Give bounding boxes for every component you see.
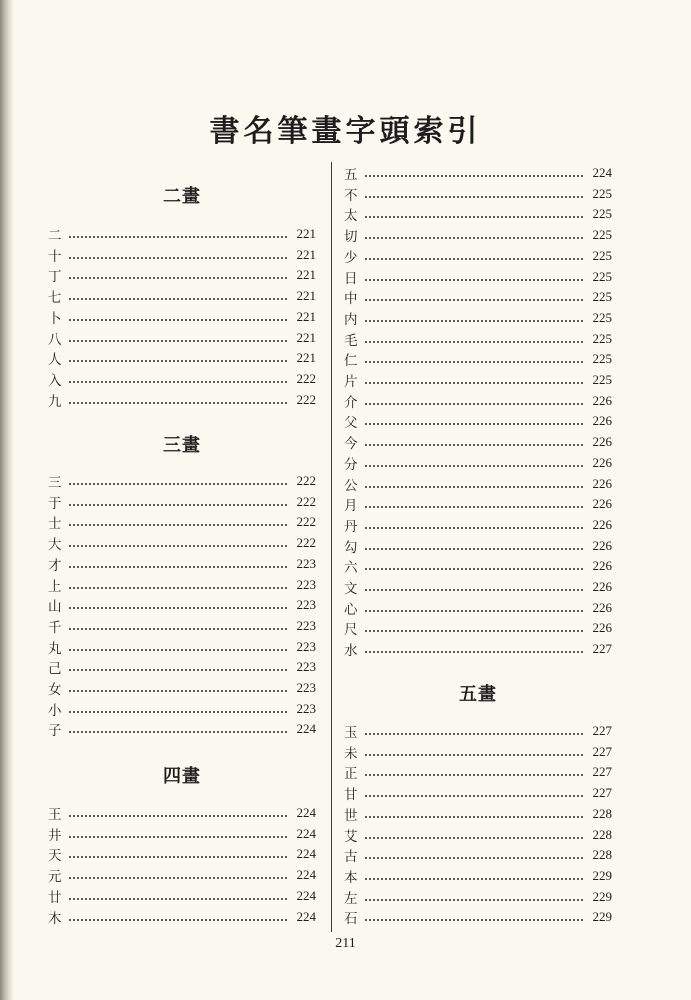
dot-leader bbox=[68, 919, 288, 921]
index-entry bbox=[344, 845, 612, 865]
index-entry bbox=[344, 887, 612, 907]
index-entry bbox=[344, 639, 612, 659]
entry-character: 士 bbox=[48, 516, 62, 533]
entry-character: 毛 bbox=[344, 332, 358, 349]
entry-character: 七 bbox=[48, 290, 62, 307]
entry-character: 小 bbox=[48, 702, 62, 719]
index-entry bbox=[344, 329, 612, 349]
entry-character: 文 bbox=[344, 581, 358, 597]
index-entry bbox=[48, 245, 316, 265]
index-entry bbox=[48, 637, 316, 657]
entry-character: 丹 bbox=[344, 518, 358, 535]
entry-page-number: 221 bbox=[296, 288, 316, 304]
entry-page-number: 227 bbox=[592, 785, 612, 801]
dot-leader bbox=[364, 548, 584, 550]
dot-leader bbox=[364, 589, 584, 591]
index-entry bbox=[344, 742, 612, 762]
dot-leader bbox=[364, 630, 584, 632]
entry-page-number: 225 bbox=[592, 206, 612, 222]
entry-character: 子 bbox=[48, 723, 62, 740]
entry-page-number: 228 bbox=[592, 826, 612, 842]
dot-leader bbox=[364, 754, 584, 756]
entry-character: 才 bbox=[48, 557, 62, 574]
index-entry bbox=[344, 556, 612, 576]
index-entry bbox=[344, 163, 612, 183]
dot-leader bbox=[364, 175, 584, 177]
entry-page-number: 227 bbox=[592, 743, 612, 759]
entry-character: 木 bbox=[48, 910, 62, 927]
entry-character: 廿 bbox=[48, 889, 62, 906]
index-entry bbox=[344, 225, 612, 245]
index-entry bbox=[48, 907, 316, 927]
dot-leader bbox=[68, 690, 288, 692]
entry-character: 石 bbox=[344, 911, 358, 928]
index-entry bbox=[344, 804, 612, 824]
entry-character: 元 bbox=[48, 869, 62, 886]
entry-page-number: 225 bbox=[592, 268, 612, 284]
entry-character: 片 bbox=[344, 374, 358, 390]
dot-leader bbox=[68, 483, 288, 485]
dot-leader bbox=[68, 402, 288, 404]
dot-leader bbox=[68, 669, 288, 671]
dot-leader bbox=[68, 360, 288, 362]
dot-leader bbox=[364, 919, 584, 921]
dot-leader bbox=[364, 216, 584, 218]
dot-leader bbox=[364, 527, 584, 529]
entry-page-number: 228 bbox=[592, 805, 612, 821]
index-entry bbox=[344, 866, 612, 886]
entry-page-number: 224 bbox=[296, 867, 316, 883]
entry-page-number: 223 bbox=[296, 680, 316, 695]
index-entry bbox=[48, 595, 316, 615]
dot-leader bbox=[364, 857, 584, 859]
entry-character: 天 bbox=[48, 848, 62, 865]
index-entry bbox=[48, 616, 316, 636]
index-entry bbox=[344, 721, 612, 741]
index-entry bbox=[48, 533, 316, 553]
entry-page-number: 225 bbox=[592, 330, 612, 346]
entry-page-number: 225 bbox=[592, 289, 612, 305]
dot-leader bbox=[364, 320, 584, 322]
entry-page-number: 224 bbox=[296, 846, 316, 862]
dot-leader bbox=[364, 568, 584, 570]
entry-page-number: 222 bbox=[296, 391, 316, 407]
index-entry bbox=[344, 783, 612, 803]
entry-character: 丸 bbox=[48, 640, 62, 657]
entry-character: 中 bbox=[344, 291, 358, 308]
entry-page-number: 229 bbox=[592, 909, 612, 925]
entry-page-number: 221 bbox=[296, 308, 316, 324]
index-entry bbox=[48, 328, 316, 348]
entry-page-number: 223 bbox=[296, 597, 316, 613]
entry-page-number: 226 bbox=[592, 599, 612, 615]
dot-leader bbox=[68, 731, 288, 733]
dot-leader bbox=[68, 524, 288, 526]
index-entry bbox=[48, 657, 316, 677]
dot-leader bbox=[68, 628, 288, 630]
entry-character: 艾 bbox=[344, 828, 358, 845]
index-entry bbox=[344, 474, 612, 494]
entry-page-number: 223 bbox=[296, 638, 316, 654]
dot-leader bbox=[364, 382, 584, 384]
dot-leader bbox=[68, 566, 288, 568]
dot-leader bbox=[68, 711, 288, 713]
index-entry bbox=[344, 204, 612, 224]
entry-page-number: 223 bbox=[296, 617, 316, 633]
entry-character: 心 bbox=[344, 601, 358, 618]
index-entry bbox=[344, 267, 612, 287]
entry-page-number: 224 bbox=[296, 908, 316, 924]
index-entry bbox=[48, 865, 316, 885]
index-entry bbox=[48, 492, 316, 512]
entry-page-number: 224 bbox=[296, 887, 316, 903]
column-divider bbox=[331, 162, 332, 932]
entry-character: 切 bbox=[344, 229, 358, 246]
index-entry bbox=[344, 349, 612, 369]
entry-page-number: 221 bbox=[296, 329, 316, 345]
entry-character: 玉 bbox=[344, 725, 358, 741]
entry-character: 介 bbox=[344, 394, 358, 411]
dot-leader bbox=[364, 651, 584, 653]
entry-character: 尺 bbox=[344, 622, 358, 639]
dot-leader bbox=[68, 836, 288, 838]
entry-page-number: 229 bbox=[592, 867, 612, 883]
entry-character: 仁 bbox=[344, 353, 358, 370]
entry-character: 九 bbox=[48, 393, 62, 410]
entry-character: 千 bbox=[48, 619, 62, 636]
entry-page-number: 225 bbox=[592, 372, 612, 387]
entry-page-number: 223 bbox=[296, 659, 316, 675]
entry-character: 本 bbox=[344, 869, 358, 886]
entry-character: 分 bbox=[344, 456, 358, 473]
entry-character: 上 bbox=[48, 578, 62, 595]
dot-leader bbox=[68, 381, 288, 383]
entry-character: 古 bbox=[344, 849, 358, 866]
entry-character: 不 bbox=[344, 187, 358, 204]
entry-page-number: 226 bbox=[592, 434, 612, 450]
entry-character: 左 bbox=[344, 890, 358, 907]
entry-page-number: 225 bbox=[592, 309, 612, 325]
entry-page-number: 226 bbox=[592, 620, 612, 636]
index-entry bbox=[48, 678, 316, 698]
index-entry bbox=[48, 844, 316, 864]
dot-leader bbox=[364, 279, 584, 281]
section-heading-3-strokes: 三畫 bbox=[163, 435, 201, 456]
index-entry bbox=[344, 411, 612, 431]
dot-leader bbox=[364, 774, 584, 776]
index-entry bbox=[344, 762, 612, 782]
section-heading-2-strokes: 二畫 bbox=[163, 186, 201, 207]
dot-leader bbox=[364, 196, 584, 198]
entry-page-number: 228 bbox=[592, 847, 612, 863]
entry-character: 勾 bbox=[344, 539, 358, 556]
section-heading-5-strokes: 五畫 bbox=[459, 684, 497, 705]
page-title: 書名筆畫字頭索引 bbox=[209, 114, 482, 149]
index-entry bbox=[48, 719, 316, 739]
index-entry bbox=[344, 308, 612, 328]
entry-character: 卜 bbox=[48, 310, 62, 327]
index-entry bbox=[344, 598, 612, 618]
entry-character: 人 bbox=[48, 352, 62, 369]
dot-leader bbox=[68, 587, 288, 589]
dot-leader bbox=[68, 898, 288, 900]
dot-leader bbox=[68, 340, 288, 342]
index-entry bbox=[344, 536, 612, 556]
entry-page-number: 226 bbox=[592, 558, 612, 574]
entry-page-number: 226 bbox=[592, 475, 612, 491]
entry-character: 内 bbox=[344, 311, 358, 328]
index-entry bbox=[344, 453, 612, 473]
index-entry bbox=[344, 246, 612, 266]
dot-leader bbox=[68, 815, 288, 817]
dot-leader bbox=[364, 465, 584, 467]
entry-character: 二 bbox=[48, 228, 62, 244]
index-entry bbox=[48, 348, 316, 368]
dot-leader bbox=[364, 610, 584, 612]
dot-leader bbox=[68, 607, 288, 609]
entry-page-number: 223 bbox=[296, 576, 316, 592]
dot-leader bbox=[364, 299, 584, 301]
dot-leader bbox=[68, 856, 288, 858]
section-heading-4-strokes: 四畫 bbox=[163, 766, 201, 787]
entry-page-number: 225 bbox=[592, 351, 612, 367]
dot-leader bbox=[68, 236, 288, 238]
entry-character: 太 bbox=[344, 208, 358, 225]
entry-character: 甘 bbox=[344, 787, 358, 804]
dot-leader bbox=[364, 733, 584, 735]
index-entry bbox=[344, 515, 612, 535]
dot-leader bbox=[364, 258, 584, 260]
entry-character: 六 bbox=[344, 560, 358, 577]
entry-character: 八 bbox=[48, 331, 62, 348]
entry-page-number: 229 bbox=[592, 888, 612, 904]
dot-leader bbox=[68, 257, 288, 259]
dot-leader bbox=[68, 649, 288, 651]
entry-page-number: 221 bbox=[296, 246, 316, 262]
dot-leader bbox=[364, 837, 584, 839]
index-entry bbox=[48, 803, 316, 823]
entry-page-number: 226 bbox=[592, 392, 612, 408]
index-entry bbox=[48, 307, 316, 327]
entry-page-number: 226 bbox=[592, 516, 612, 532]
index-entry bbox=[48, 699, 316, 719]
entry-page-number: 224 bbox=[296, 805, 316, 820]
entry-character: 己 bbox=[48, 661, 62, 678]
entry-page-number: 227 bbox=[592, 723, 612, 738]
dot-leader bbox=[364, 403, 584, 405]
entry-character: 父 bbox=[344, 415, 358, 432]
entry-character: 山 bbox=[48, 599, 62, 616]
index-entry bbox=[344, 184, 612, 204]
dot-leader bbox=[68, 504, 288, 506]
dot-leader bbox=[364, 506, 584, 508]
index-entry bbox=[344, 432, 612, 452]
index-entry bbox=[344, 287, 612, 307]
entry-character: 水 bbox=[344, 643, 358, 660]
entry-page-number: 222 bbox=[296, 514, 316, 530]
dot-leader bbox=[364, 816, 584, 818]
dot-leader bbox=[364, 237, 584, 239]
entry-character: 世 bbox=[344, 807, 358, 824]
entry-page-number: 226 bbox=[592, 413, 612, 429]
entry-character: 王 bbox=[48, 807, 62, 823]
index-entry bbox=[344, 370, 612, 390]
entry-page-number: 225 bbox=[592, 185, 612, 201]
entry-page-number: 224 bbox=[296, 825, 316, 841]
entry-page-number: 222 bbox=[296, 473, 316, 488]
index-entry bbox=[48, 286, 316, 306]
entry-page-number: 221 bbox=[296, 350, 316, 366]
entry-character: 少 bbox=[344, 249, 358, 266]
index-entry bbox=[344, 391, 612, 411]
dot-leader bbox=[364, 341, 584, 343]
entry-character: 三 bbox=[48, 475, 62, 491]
index-entry bbox=[48, 265, 316, 285]
index-entry bbox=[48, 886, 316, 906]
entry-page-number: 225 bbox=[592, 227, 612, 243]
entry-character: 五 bbox=[344, 167, 358, 183]
entry-page-number: 226 bbox=[592, 579, 612, 594]
index-entry bbox=[344, 907, 612, 927]
dot-leader bbox=[68, 298, 288, 300]
index-entry bbox=[344, 494, 612, 514]
index-entry bbox=[48, 824, 316, 844]
index-entry bbox=[344, 618, 612, 638]
page-number: 211 bbox=[335, 936, 356, 951]
dot-leader bbox=[364, 899, 584, 901]
entry-page-number: 227 bbox=[592, 764, 612, 780]
index-entry bbox=[48, 471, 316, 491]
entry-page-number: 225 bbox=[592, 247, 612, 263]
entry-character: 井 bbox=[48, 827, 62, 844]
entry-character: 日 bbox=[344, 270, 358, 287]
index-entry bbox=[48, 369, 316, 389]
dot-leader bbox=[364, 486, 584, 488]
index-entry bbox=[48, 512, 316, 532]
dot-leader bbox=[364, 444, 584, 446]
index-entry bbox=[344, 577, 612, 597]
entry-character: 正 bbox=[344, 766, 358, 783]
dot-leader bbox=[68, 545, 288, 547]
entry-character: 公 bbox=[344, 477, 358, 494]
entry-character: 大 bbox=[48, 537, 62, 554]
index-entry bbox=[344, 825, 612, 845]
entry-character: 女 bbox=[48, 682, 62, 698]
entry-page-number: 226 bbox=[592, 537, 612, 553]
entry-page-number: 223 bbox=[296, 555, 316, 571]
index-entry bbox=[48, 554, 316, 574]
index-entry bbox=[48, 390, 316, 410]
entry-character: 未 bbox=[344, 745, 358, 762]
entry-page-number: 221 bbox=[296, 267, 316, 283]
dot-leader bbox=[68, 877, 288, 879]
entry-page-number: 226 bbox=[592, 454, 612, 470]
dot-leader bbox=[68, 319, 288, 321]
entry-character: 于 bbox=[48, 495, 62, 512]
index-entry bbox=[48, 575, 316, 595]
entry-page-number: 222 bbox=[296, 370, 316, 386]
dot-leader bbox=[68, 277, 288, 279]
entry-page-number: 226 bbox=[592, 496, 612, 512]
book-spine-shadow bbox=[0, 0, 14, 1000]
entry-page-number: 222 bbox=[296, 493, 316, 509]
index-entry bbox=[48, 224, 316, 244]
entry-page-number: 224 bbox=[296, 721, 316, 737]
entry-character: 丁 bbox=[48, 269, 62, 286]
dot-leader bbox=[364, 423, 584, 425]
entry-page-number: 224 bbox=[592, 165, 612, 180]
entry-page-number: 221 bbox=[296, 226, 316, 241]
entry-character: 入 bbox=[48, 372, 62, 389]
entry-character: 十 bbox=[48, 248, 62, 265]
entry-character: 月 bbox=[344, 498, 358, 515]
entry-page-number: 223 bbox=[296, 700, 316, 716]
dot-leader bbox=[364, 795, 584, 797]
dot-leader bbox=[364, 878, 584, 880]
dot-leader bbox=[364, 361, 584, 363]
entry-character: 今 bbox=[344, 436, 358, 453]
entry-page-number: 222 bbox=[296, 535, 316, 551]
entry-page-number: 227 bbox=[592, 641, 612, 657]
